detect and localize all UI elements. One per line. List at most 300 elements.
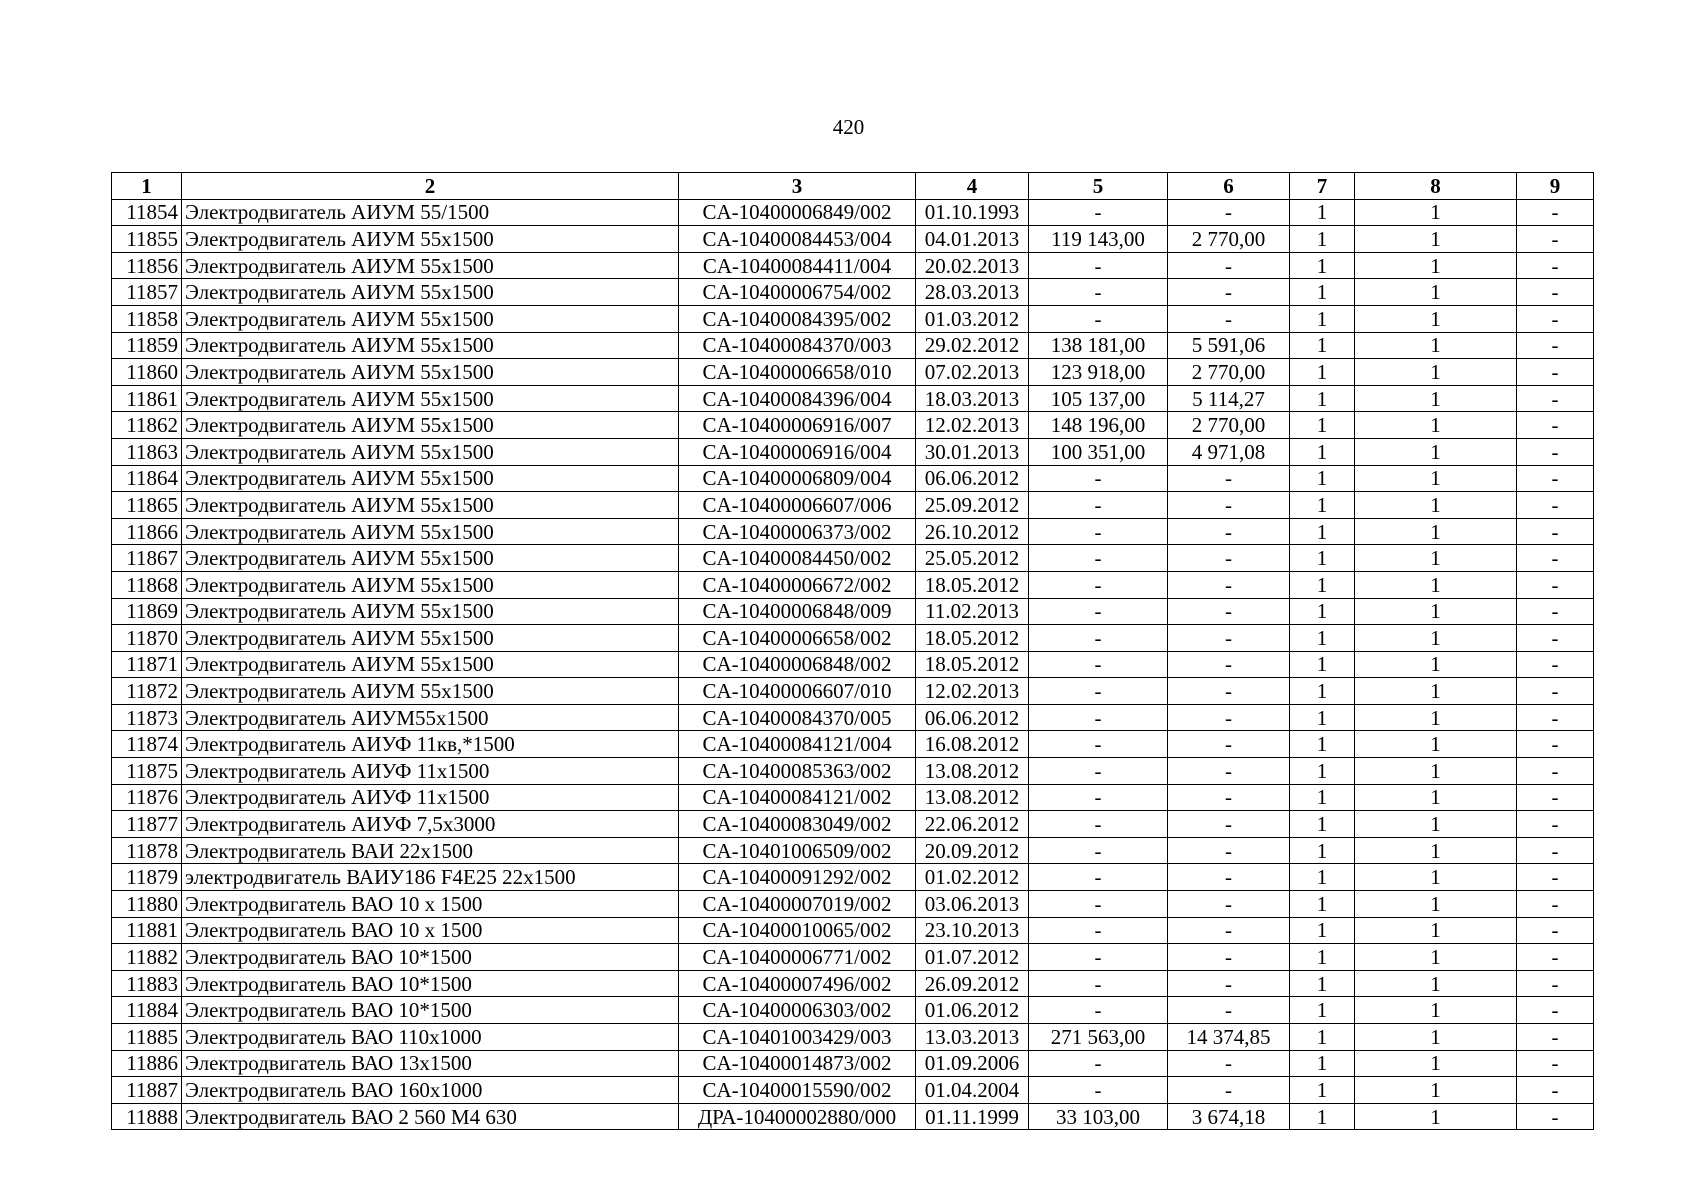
row-number-cell: 11884: [112, 997, 182, 1024]
residual-cost-cell: -: [1168, 704, 1290, 731]
column-header: 2: [182, 173, 679, 200]
residual-cost-cell: -: [1168, 598, 1290, 625]
initial-cost-cell: -: [1029, 704, 1168, 731]
quantity-a-cell: 1: [1290, 837, 1355, 864]
inventory-code-cell: CA-10400084370/005: [679, 704, 916, 731]
date-cell: 03.06.2013: [916, 891, 1029, 918]
row-number-cell: 11856: [112, 252, 182, 279]
table-row: [112, 492, 1594, 519]
row-number-cell: 11878: [112, 837, 182, 864]
row-number-cell: 11858: [112, 305, 182, 332]
item-name-cell: Электродвигатель АИУМ 55х1500: [182, 651, 679, 678]
row-number-cell: 11865: [112, 492, 182, 519]
date-cell: 18.05.2012: [916, 571, 1029, 598]
table-row: [112, 412, 1594, 439]
note-cell: -: [1517, 332, 1594, 359]
note-cell: -: [1517, 891, 1594, 918]
initial-cost-cell: -: [1029, 625, 1168, 652]
item-name-cell: Электродвигатель АИУМ 55х1500: [182, 359, 679, 386]
item-name-cell: Электродвигатель АИУМ 55х1500: [182, 305, 679, 332]
quantity-a-cell: 1: [1290, 1050, 1355, 1077]
initial-cost-cell: -: [1029, 811, 1168, 838]
date-cell: 18.03.2013: [916, 385, 1029, 412]
quantity-a-cell: 1: [1290, 412, 1355, 439]
note-cell: -: [1517, 944, 1594, 971]
row-number-cell: 11875: [112, 758, 182, 785]
table-row: [112, 758, 1594, 785]
row-number-cell: 11864: [112, 465, 182, 492]
residual-cost-cell: -: [1168, 917, 1290, 944]
residual-cost-cell: 2 770,00: [1168, 412, 1290, 439]
initial-cost-cell: -: [1029, 917, 1168, 944]
item-name-cell: Электродвигатель ВАО 2 560 М4 630: [182, 1103, 679, 1130]
row-number-cell: 11876: [112, 784, 182, 811]
initial-cost-cell: -: [1029, 837, 1168, 864]
column-header: 4: [916, 173, 1029, 200]
quantity-b-cell: 1: [1355, 199, 1517, 226]
note-cell: -: [1517, 252, 1594, 279]
quantity-b-cell: 1: [1355, 970, 1517, 997]
quantity-b-cell: 1: [1355, 1077, 1517, 1104]
item-name-cell: Электродвигатель АИУФ 11кв,*1500: [182, 731, 679, 758]
date-cell: 01.02.2012: [916, 864, 1029, 891]
residual-cost-cell: -: [1168, 1077, 1290, 1104]
table-row: [112, 279, 1594, 306]
row-number-cell: 11886: [112, 1050, 182, 1077]
quantity-b-cell: 1: [1355, 811, 1517, 838]
row-number-cell: 11882: [112, 944, 182, 971]
date-cell: 22.06.2012: [916, 811, 1029, 838]
quantity-a-cell: 1: [1290, 864, 1355, 891]
residual-cost-cell: -: [1168, 465, 1290, 492]
note-cell: -: [1517, 1024, 1594, 1051]
item-name-cell: Электродвигатель АИУМ55х1500: [182, 704, 679, 731]
quantity-a-cell: 1: [1290, 678, 1355, 705]
note-cell: -: [1517, 1077, 1594, 1104]
row-number-cell: 11860: [112, 359, 182, 386]
row-number-cell: 11885: [112, 1024, 182, 1051]
residual-cost-cell: -: [1168, 252, 1290, 279]
quantity-a-cell: 1: [1290, 944, 1355, 971]
item-name-cell: Электродвигатель АИУМ 55х1500: [182, 625, 679, 652]
initial-cost-cell: -: [1029, 944, 1168, 971]
quantity-b-cell: 1: [1355, 837, 1517, 864]
table-row: [112, 891, 1594, 918]
note-cell: -: [1517, 465, 1594, 492]
quantity-a-cell: 1: [1290, 252, 1355, 279]
table-row: [112, 518, 1594, 545]
initial-cost-cell: -: [1029, 651, 1168, 678]
item-name-cell: Электродвигатель АИУМ 55х1500: [182, 226, 679, 253]
inventory-code-cell: CA-10400006916/007: [679, 412, 916, 439]
row-number-cell: 11863: [112, 438, 182, 465]
row-number-cell: 11874: [112, 731, 182, 758]
date-cell: 12.02.2013: [916, 412, 1029, 439]
table-row: [112, 359, 1594, 386]
quantity-a-cell: 1: [1290, 625, 1355, 652]
initial-cost-cell: -: [1029, 518, 1168, 545]
initial-cost-cell: -: [1029, 891, 1168, 918]
row-number-cell: 11873: [112, 704, 182, 731]
item-name-cell: Электродвигатель АИУМ 55/1500: [182, 199, 679, 226]
quantity-a-cell: 1: [1290, 917, 1355, 944]
residual-cost-cell: -: [1168, 492, 1290, 519]
inventory-code-cell: CA-10400006848/009: [679, 598, 916, 625]
item-name-cell: Электродвигатель ВАО 13х1500: [182, 1050, 679, 1077]
inventory-code-cell: CA-10400084396/004: [679, 385, 916, 412]
row-number-cell: 11872: [112, 678, 182, 705]
date-cell: 01.04.2004: [916, 1077, 1029, 1104]
quantity-b-cell: 1: [1355, 864, 1517, 891]
row-number-cell: 11861: [112, 385, 182, 412]
item-name-cell: Электродвигатель ВАО 10 х 1500: [182, 917, 679, 944]
note-cell: -: [1517, 279, 1594, 306]
row-number-cell: 11881: [112, 917, 182, 944]
inventory-code-cell: CA-10400015590/002: [679, 1077, 916, 1104]
date-cell: 12.02.2013: [916, 678, 1029, 705]
quantity-a-cell: 1: [1290, 970, 1355, 997]
row-number-cell: 11879: [112, 864, 182, 891]
note-cell: -: [1517, 438, 1594, 465]
residual-cost-cell: -: [1168, 731, 1290, 758]
note-cell: -: [1517, 1050, 1594, 1077]
residual-cost-cell: -: [1168, 758, 1290, 785]
item-name-cell: Электродвигатель АИУМ 55х1500: [182, 518, 679, 545]
item-name-cell: Электродвигатель ВАО 10*1500: [182, 970, 679, 997]
date-cell: 01.10.1993: [916, 199, 1029, 226]
quantity-b-cell: 1: [1355, 784, 1517, 811]
item-name-cell: Электродвигатель АИУМ 55х1500: [182, 545, 679, 572]
quantity-b-cell: 1: [1355, 917, 1517, 944]
quantity-b-cell: 1: [1355, 305, 1517, 332]
quantity-b-cell: 1: [1355, 518, 1517, 545]
date-cell: 06.06.2012: [916, 704, 1029, 731]
quantity-b-cell: 1: [1355, 465, 1517, 492]
quantity-a-cell: 1: [1290, 651, 1355, 678]
table-row: [112, 226, 1594, 253]
item-name-cell: Электродвигатель ВАИ 22х1500: [182, 837, 679, 864]
table-row: [112, 837, 1594, 864]
quantity-b-cell: 1: [1355, 651, 1517, 678]
item-name-cell: Электродвигатель АИУМ 55х1500: [182, 598, 679, 625]
initial-cost-cell: 123 918,00: [1029, 359, 1168, 386]
note-cell: -: [1517, 784, 1594, 811]
quantity-b-cell: 1: [1355, 332, 1517, 359]
inventory-code-cell: CA-10400084411/004: [679, 252, 916, 279]
item-name-cell: Электродвигатель ВАО 110х1000: [182, 1024, 679, 1051]
quantity-a-cell: 1: [1290, 438, 1355, 465]
quantity-a-cell: 1: [1290, 545, 1355, 572]
column-header: 3: [679, 173, 916, 200]
quantity-b-cell: 1: [1355, 252, 1517, 279]
item-name-cell: Электродвигатель АИУМ 55х1500: [182, 332, 679, 359]
date-cell: 07.02.2013: [916, 359, 1029, 386]
quantity-b-cell: 1: [1355, 891, 1517, 918]
residual-cost-cell: -: [1168, 199, 1290, 226]
quantity-b-cell: 1: [1355, 731, 1517, 758]
table-row: [112, 651, 1594, 678]
date-cell: 04.01.2013: [916, 226, 1029, 253]
inventory-code-cell: CA-10401006509/002: [679, 837, 916, 864]
residual-cost-cell: 5 591,06: [1168, 332, 1290, 359]
date-cell: 06.06.2012: [916, 465, 1029, 492]
inventory-code-cell: CA-10400091292/002: [679, 864, 916, 891]
quantity-b-cell: 1: [1355, 492, 1517, 519]
table-row: [112, 1024, 1594, 1051]
quantity-a-cell: 1: [1290, 226, 1355, 253]
residual-cost-cell: -: [1168, 651, 1290, 678]
inventory-code-cell: CA-10400007019/002: [679, 891, 916, 918]
quantity-a-cell: 1: [1290, 518, 1355, 545]
residual-cost-cell: -: [1168, 970, 1290, 997]
item-name-cell: Электродвигатель АИУМ 55х1500: [182, 385, 679, 412]
table-row: [112, 864, 1594, 891]
row-number-cell: 11869: [112, 598, 182, 625]
row-number-cell: 11883: [112, 970, 182, 997]
initial-cost-cell: 138 181,00: [1029, 332, 1168, 359]
item-name-cell: Электродвигатель АИУФ 11х1500: [182, 784, 679, 811]
initial-cost-cell: -: [1029, 199, 1168, 226]
quantity-b-cell: 1: [1355, 385, 1517, 412]
table-row: [112, 944, 1594, 971]
quantity-b-cell: 1: [1355, 944, 1517, 971]
row-number-cell: 11868: [112, 571, 182, 598]
date-cell: 01.11.1999: [916, 1103, 1029, 1130]
residual-cost-cell: -: [1168, 944, 1290, 971]
residual-cost-cell: 4 971,08: [1168, 438, 1290, 465]
date-cell: 16.08.2012: [916, 731, 1029, 758]
note-cell: -: [1517, 731, 1594, 758]
date-cell: 18.05.2012: [916, 651, 1029, 678]
quantity-b-cell: 1: [1355, 678, 1517, 705]
column-header: 5: [1029, 173, 1168, 200]
residual-cost-cell: 14 374,85: [1168, 1024, 1290, 1051]
note-cell: -: [1517, 492, 1594, 519]
inventory-code-cell: CA-10400006607/006: [679, 492, 916, 519]
inventory-code-cell: CA-10400006916/004: [679, 438, 916, 465]
note-cell: -: [1517, 837, 1594, 864]
initial-cost-cell: 105 137,00: [1029, 385, 1168, 412]
table-row: [112, 704, 1594, 731]
date-cell: 01.09.2006: [916, 1050, 1029, 1077]
quantity-b-cell: 1: [1355, 1050, 1517, 1077]
initial-cost-cell: 148 196,00: [1029, 412, 1168, 439]
quantity-a-cell: 1: [1290, 571, 1355, 598]
note-cell: -: [1517, 385, 1594, 412]
inventory-code-cell: CA-10400006849/002: [679, 199, 916, 226]
date-cell: 25.05.2012: [916, 545, 1029, 572]
table-row: [112, 784, 1594, 811]
initial-cost-cell: -: [1029, 545, 1168, 572]
table-row: [112, 571, 1594, 598]
initial-cost-cell: -: [1029, 784, 1168, 811]
quantity-a-cell: 1: [1290, 997, 1355, 1024]
table-row: [112, 199, 1594, 226]
inventory-code-cell: CA-10400006848/002: [679, 651, 916, 678]
quantity-a-cell: 1: [1290, 704, 1355, 731]
residual-cost-cell: 5 114,27: [1168, 385, 1290, 412]
quantity-a-cell: 1: [1290, 385, 1355, 412]
initial-cost-cell: -: [1029, 1077, 1168, 1104]
residual-cost-cell: -: [1168, 518, 1290, 545]
quantity-a-cell: 1: [1290, 758, 1355, 785]
item-name-cell: Электродвигатель АИУМ 55х1500: [182, 438, 679, 465]
note-cell: -: [1517, 226, 1594, 253]
initial-cost-cell: -: [1029, 864, 1168, 891]
table-row: [112, 305, 1594, 332]
quantity-b-cell: 1: [1355, 997, 1517, 1024]
residual-cost-cell: -: [1168, 1050, 1290, 1077]
initial-cost-cell: 119 143,00: [1029, 226, 1168, 253]
table-row: [112, 1077, 1594, 1104]
date-cell: 25.09.2012: [916, 492, 1029, 519]
page-number: 420: [832, 115, 865, 139]
table-row: [112, 598, 1594, 625]
quantity-b-cell: 1: [1355, 438, 1517, 465]
item-name-cell: Электродвигатель АИУМ 55х1500: [182, 252, 679, 279]
note-cell: -: [1517, 758, 1594, 785]
date-cell: 01.03.2012: [916, 305, 1029, 332]
inventory-code-cell: CA-10400006373/002: [679, 518, 916, 545]
column-header: 7: [1290, 173, 1355, 200]
inventory-code-cell: CA-10400006658/002: [679, 625, 916, 652]
date-cell: 28.03.2013: [916, 279, 1029, 306]
quantity-b-cell: 1: [1355, 598, 1517, 625]
row-number-cell: 11877: [112, 811, 182, 838]
quantity-b-cell: 1: [1355, 545, 1517, 572]
row-number-cell: 11866: [112, 518, 182, 545]
row-number-cell: 11862: [112, 412, 182, 439]
item-name-cell: Электродвигатель ВАО 160х1000: [182, 1077, 679, 1104]
table-row: [112, 465, 1594, 492]
column-header: 8: [1355, 173, 1517, 200]
initial-cost-cell: -: [1029, 678, 1168, 705]
quantity-a-cell: 1: [1290, 784, 1355, 811]
inventory-code-cell: CA-10400006672/002: [679, 571, 916, 598]
table-row: [112, 1103, 1594, 1130]
residual-cost-cell: -: [1168, 837, 1290, 864]
table-header-row: [112, 173, 1594, 200]
inventory-code-cell: CA-10400006607/010: [679, 678, 916, 705]
date-cell: 20.09.2012: [916, 837, 1029, 864]
date-cell: 23.10.2013: [916, 917, 1029, 944]
residual-cost-cell: -: [1168, 625, 1290, 652]
inventory-code-cell: CA-10400006303/002: [679, 997, 916, 1024]
item-name-cell: Электродвигатель АИУФ 7,5х3000: [182, 811, 679, 838]
item-name-cell: Электродвигатель ВАО 10*1500: [182, 997, 679, 1024]
column-header: 9: [1517, 173, 1594, 200]
quantity-a-cell: 1: [1290, 1103, 1355, 1130]
note-cell: -: [1517, 704, 1594, 731]
residual-cost-cell: -: [1168, 305, 1290, 332]
initial-cost-cell: -: [1029, 731, 1168, 758]
inventory-code-cell: CA-10400010065/002: [679, 917, 916, 944]
column-header: 6: [1168, 173, 1290, 200]
date-cell: 13.08.2012: [916, 784, 1029, 811]
date-cell: 26.10.2012: [916, 518, 1029, 545]
quantity-b-cell: 1: [1355, 412, 1517, 439]
residual-cost-cell: 2 770,00: [1168, 226, 1290, 253]
table-row: [112, 1050, 1594, 1077]
quantity-a-cell: 1: [1290, 465, 1355, 492]
note-cell: -: [1517, 651, 1594, 678]
quantity-a-cell: 1: [1290, 492, 1355, 519]
residual-cost-cell: -: [1168, 571, 1290, 598]
quantity-b-cell: 1: [1355, 704, 1517, 731]
table-row: [112, 625, 1594, 652]
table-row: [112, 385, 1594, 412]
residual-cost-cell: 3 674,18: [1168, 1103, 1290, 1130]
initial-cost-cell: -: [1029, 465, 1168, 492]
row-number-cell: 11854: [112, 199, 182, 226]
date-cell: 13.03.2013: [916, 1024, 1029, 1051]
note-cell: -: [1517, 864, 1594, 891]
column-header: 1: [112, 173, 182, 200]
residual-cost-cell: -: [1168, 784, 1290, 811]
residual-cost-cell: -: [1168, 545, 1290, 572]
row-number-cell: 11870: [112, 625, 182, 652]
note-cell: -: [1517, 811, 1594, 838]
quantity-a-cell: 1: [1290, 199, 1355, 226]
table-row: [112, 332, 1594, 359]
quantity-b-cell: 1: [1355, 1103, 1517, 1130]
table-row: [112, 545, 1594, 572]
item-name-cell: Электродвигатель АИУМ 55х1500: [182, 412, 679, 439]
initial-cost-cell: 33 103,00: [1029, 1103, 1168, 1130]
table-row: [112, 678, 1594, 705]
row-number-cell: 11871: [112, 651, 182, 678]
residual-cost-cell: -: [1168, 891, 1290, 918]
inventory-code-cell: CA-10400085363/002: [679, 758, 916, 785]
note-cell: -: [1517, 917, 1594, 944]
note-cell: -: [1517, 997, 1594, 1024]
note-cell: -: [1517, 1103, 1594, 1130]
item-name-cell: Электродвигатель АИУМ 55х1500: [182, 492, 679, 519]
residual-cost-cell: -: [1168, 864, 1290, 891]
item-name-cell: Электродвигатель ВАО 10 х 1500: [182, 891, 679, 918]
quantity-a-cell: 1: [1290, 811, 1355, 838]
initial-cost-cell: -: [1029, 598, 1168, 625]
quantity-b-cell: 1: [1355, 625, 1517, 652]
inventory-code-cell: CA-10400007496/002: [679, 970, 916, 997]
quantity-a-cell: 1: [1290, 279, 1355, 306]
initial-cost-cell: -: [1029, 492, 1168, 519]
table-row: [112, 252, 1594, 279]
quantity-a-cell: 1: [1290, 1024, 1355, 1051]
initial-cost-cell: 100 351,00: [1029, 438, 1168, 465]
date-cell: 26.09.2012: [916, 970, 1029, 997]
residual-cost-cell: -: [1168, 997, 1290, 1024]
quantity-a-cell: 1: [1290, 305, 1355, 332]
inventory-code-cell: CA-10400084453/004: [679, 226, 916, 253]
quantity-b-cell: 1: [1355, 359, 1517, 386]
inventory-code-cell: CA-10400084121/004: [679, 731, 916, 758]
inventory-code-cell: CA-10400006754/002: [679, 279, 916, 306]
table-row: [112, 970, 1594, 997]
inventory-code-cell: CA-10400014873/002: [679, 1050, 916, 1077]
quantity-b-cell: 1: [1355, 758, 1517, 785]
quantity-a-cell: 1: [1290, 731, 1355, 758]
date-cell: 30.01.2013: [916, 438, 1029, 465]
item-name-cell: Электродвигатель АИУФ 11х1500: [182, 758, 679, 785]
inventory-code-cell: CA-10400084121/002: [679, 784, 916, 811]
inventory-code-cell: CA-10400084450/002: [679, 545, 916, 572]
item-name-cell: Электродвигатель АИУМ 55х1500: [182, 465, 679, 492]
inventory-code-cell: CA-10400084370/003: [679, 332, 916, 359]
quantity-a-cell: 1: [1290, 332, 1355, 359]
quantity-a-cell: 1: [1290, 1077, 1355, 1104]
note-cell: -: [1517, 545, 1594, 572]
